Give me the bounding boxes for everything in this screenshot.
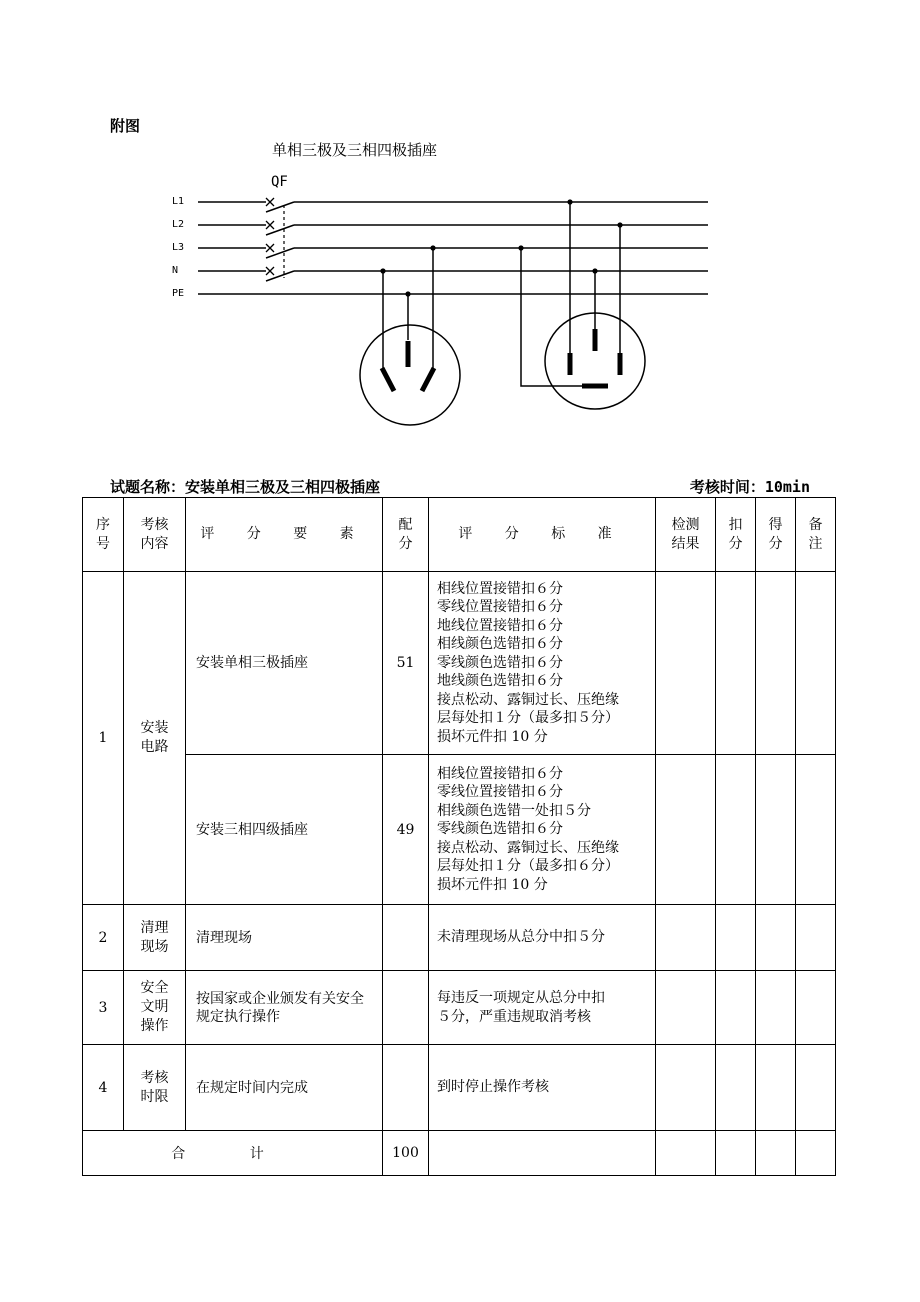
header-elements: 评 分 要 素	[186, 498, 383, 572]
exam-time	[690, 476, 810, 497]
row2-score	[756, 905, 796, 971]
row3-points	[383, 971, 429, 1045]
socket-pins	[382, 329, 620, 391]
row1a-points: 51	[383, 572, 429, 755]
diagram-title: 单相三极及三相四极插座	[272, 141, 438, 159]
table-row	[83, 1045, 836, 1131]
row2-element: 清理现场	[186, 905, 383, 971]
pin-1p-right	[422, 368, 434, 391]
row2-standard: 未清理现场从总分中扣５分	[429, 905, 656, 971]
row2-content: 清理 现场	[124, 905, 186, 971]
breaker-x-1	[266, 198, 274, 206]
row4-content: 考核 时限	[124, 1045, 186, 1131]
breaker-label: QF	[271, 174, 288, 190]
exam-info-line	[110, 476, 810, 497]
row1a-remark	[796, 572, 836, 755]
table-row	[83, 971, 836, 1045]
pin-1p-left	[382, 368, 394, 391]
row3-element: 按国家或企业颁发有关安全规定执行操作	[186, 971, 383, 1045]
row4-element: 在规定时间内完成	[186, 1045, 383, 1131]
breaker-contact-1	[266, 202, 294, 212]
row4-result	[656, 1045, 716, 1131]
total-points: 100	[383, 1131, 429, 1176]
row4-points	[383, 1045, 429, 1131]
row3-score	[756, 971, 796, 1045]
label-l2: L2	[172, 219, 185, 230]
row4-score	[756, 1045, 796, 1131]
breaker-x-3	[266, 244, 274, 252]
row4-remark	[796, 1045, 836, 1131]
total-score	[756, 1131, 796, 1176]
row3-result	[656, 971, 716, 1045]
row1b-standard: 相线位置接错扣６分 零线位置接错扣６分 相线颜色选错一处扣５分 零线颜色选错扣６分 接点松动、露铜过长、压绝缘 层每处扣１分（最多扣６分） 损坏元件扣 10 分	[429, 755, 656, 905]
line-labels	[172, 196, 184, 299]
row1a-score	[756, 572, 796, 755]
row1a-result	[656, 572, 716, 755]
wire-3p-pe	[521, 248, 594, 386]
row1b-result	[656, 755, 716, 905]
row1a-element: 安装单相三极插座	[186, 572, 383, 755]
total-result	[656, 1131, 716, 1176]
header-row	[83, 498, 836, 572]
exam-time-value: 10min	[764, 478, 810, 496]
breaker-contact-2	[266, 225, 294, 235]
row2-points	[383, 905, 429, 971]
row1b-score	[756, 755, 796, 905]
row3-seq: 3	[83, 971, 124, 1045]
row1b-points: 49	[383, 755, 429, 905]
total-row	[83, 1131, 836, 1176]
table-row	[83, 572, 836, 755]
total-label: 合 计	[83, 1131, 383, 1176]
breaker-x-4	[266, 267, 274, 275]
row1b-deduct	[716, 755, 756, 905]
row2-remark	[796, 905, 836, 971]
label-pe: PE	[172, 288, 185, 299]
breaker-x-2	[266, 221, 274, 229]
row2-result	[656, 905, 716, 971]
row1a-deduct	[716, 572, 756, 755]
header-seq: 序 号	[83, 498, 124, 572]
attachment-label: 附图	[110, 117, 141, 135]
socket-single-phase	[360, 325, 460, 425]
row1-content: 安装 电路	[124, 572, 186, 905]
row2-seq: 2	[83, 905, 124, 971]
header-score: 得 分	[756, 498, 796, 572]
breaker-contact-3	[266, 248, 294, 258]
label-n: N	[172, 265, 179, 276]
label-l1: L1	[172, 196, 185, 207]
row1b-remark	[796, 755, 836, 905]
scoring-table	[82, 497, 836, 1176]
header-standard: 评 分 标 准	[429, 498, 656, 572]
breaker-contact-4	[266, 271, 294, 281]
row3-standard: 每违反一项规定从总分中扣 ５分，严重违规取消考核	[429, 971, 656, 1045]
row1b-element: 安装三相四级插座	[186, 755, 383, 905]
header-content: 考核 内容	[124, 498, 186, 572]
row4-deduct	[716, 1045, 756, 1131]
header-points: 配 分	[383, 498, 429, 572]
total-standard	[429, 1131, 656, 1176]
total-deduct	[716, 1131, 756, 1176]
exam-time-label: 考核时间：	[689, 478, 765, 496]
header-remark: 备 注	[796, 498, 836, 572]
table-row	[83, 905, 836, 971]
header-deduct: 扣 分	[716, 498, 756, 572]
row4-standard: 到时停止操作考核	[429, 1045, 656, 1131]
row1-seq: 1	[83, 572, 124, 905]
label-l3: L3	[172, 242, 185, 253]
total-remark	[796, 1131, 836, 1176]
row2-deduct	[716, 905, 756, 971]
row3-remark	[796, 971, 836, 1045]
table-row	[83, 755, 836, 905]
row3-deduct	[716, 971, 756, 1045]
row4-seq: 4	[83, 1045, 124, 1131]
exam-name: 试题名称：安装单相三极及三相四极插座	[110, 478, 381, 496]
header-result: 检测 结果	[656, 498, 716, 572]
wiring-diagram	[160, 165, 720, 430]
row3-content: 安全 文明 操作	[124, 971, 186, 1045]
row1a-standard: 相线位置接错扣６分 零线位置接错扣６分 地线位置接错扣６分 相线颜色选错扣６分 零线颜色选错扣６分 地线颜色选错扣６分 接点松动、露铜过长、压绝缘 层每处扣１分（最多扣５分） 损坏元件扣 10 分	[429, 572, 656, 755]
